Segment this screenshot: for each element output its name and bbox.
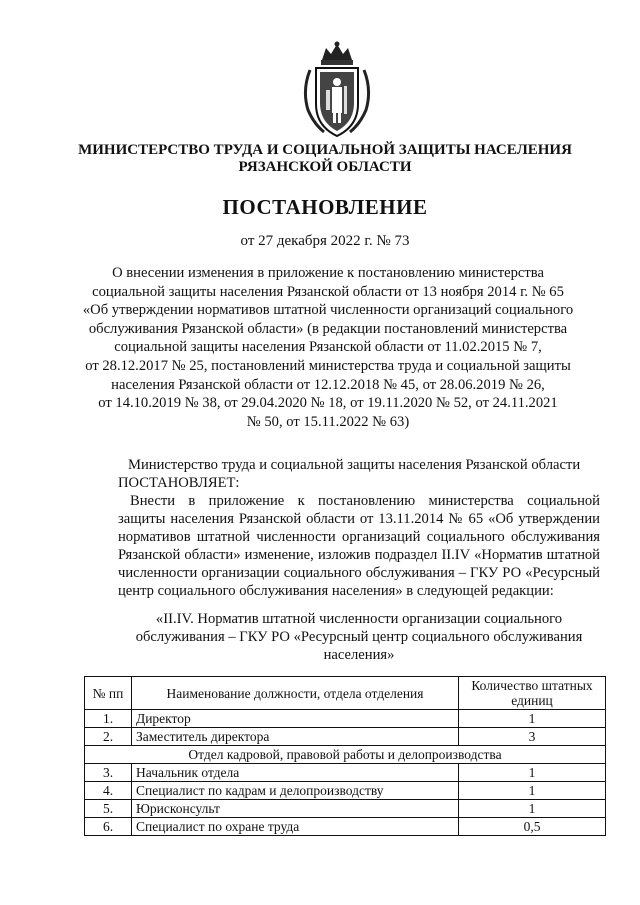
table-row bbox=[85, 800, 606, 818]
section-title-line: «II.IV. Норматив штатной численности организации социального bbox=[155, 611, 563, 627]
section-title bbox=[118, 610, 600, 664]
table-row bbox=[85, 710, 606, 728]
table-row bbox=[85, 818, 606, 836]
resolution-paragraph bbox=[118, 492, 600, 600]
row-quantity: 1 bbox=[459, 764, 606, 782]
subject-line: № 50, от 15.11.2022 № 63) bbox=[246, 413, 410, 430]
row-position: Специалист по кадрам и делопроизводству bbox=[132, 782, 459, 800]
table-row bbox=[85, 728, 606, 746]
document-type-title: ПОСТАНОВЛЕНИЕ bbox=[222, 195, 428, 219]
row-number: 1. bbox=[85, 710, 132, 728]
table-row bbox=[85, 782, 606, 800]
ministry-name-line2: РЯЗАНСКОЙ ОБЛАСТИ bbox=[238, 159, 412, 175]
table-dept-row bbox=[85, 746, 606, 764]
paragraph-line: нормативов штатной численности организаций социального обслуживания bbox=[118, 529, 600, 545]
paragraph-line: центр социального обслуживания населения» в следующей редакции: bbox=[118, 583, 554, 599]
row-position: Юрисконсульт bbox=[132, 800, 459, 818]
row-number: 5. bbox=[85, 800, 132, 818]
paragraph-line: Внести в приложение к постановлению министерства социальной bbox=[130, 493, 600, 509]
coat-of-arms-emblem bbox=[300, 40, 374, 142]
row-quantity: 3 bbox=[459, 728, 606, 746]
ministry-name-line1: МИНИСТЕРСТВО ТРУДА И СОЦИАЛЬНОЙ ЗАЩИТЫ НАСЕЛЕНИЯ bbox=[78, 142, 572, 158]
column-header-position: Наименование должности, отдела отделения bbox=[132, 677, 459, 710]
subject-line: «Об утверждении нормативов штатной численности организаций социального bbox=[82, 302, 574, 319]
resolves-heading: ПОСТАНОВЛЯЕТ: bbox=[118, 475, 240, 491]
document-subject bbox=[80, 264, 576, 431]
row-number: 6. bbox=[85, 818, 132, 836]
subject-line: О внесении изменения в приложение к постановлению министерства bbox=[112, 265, 544, 281]
subject-line: обслуживания Рязанской области» (в редакции постановлений министерства bbox=[88, 320, 568, 337]
subject-line: социальной защиты населения Рязанской области от 11.02.2015 № 7, bbox=[114, 339, 542, 356]
table-header-row bbox=[85, 677, 606, 710]
row-position: Заместитель директора bbox=[132, 728, 459, 746]
row-number: 3. bbox=[85, 764, 132, 782]
subject-line: от 14.10.2019 № 38, от 29.04.2020 № 18, от 19.11.2020 № 52, от 24.11.2021 bbox=[98, 395, 558, 412]
document-date-number: от 27 декабря 2022 г. № 73 bbox=[240, 233, 410, 249]
row-number: 4. bbox=[85, 782, 132, 800]
subject-line: социальной защиты населения Рязанской области от 13 ноября 2014 г. № 65 bbox=[92, 283, 564, 300]
preamble-text: Министерство труда и социальной защиты населения Рязанской области bbox=[128, 457, 581, 473]
row-position: Директор bbox=[132, 710, 459, 728]
paragraph-line: Рязанской области» изменение, изложив подраздел II.IV «Норматив штатной bbox=[118, 547, 600, 563]
row-quantity: 1 bbox=[459, 710, 606, 728]
row-quantity: 1 bbox=[459, 800, 606, 818]
column-header-number: № пп bbox=[85, 677, 132, 710]
paragraph-line: защиты населения Рязанской области от 13.11.2014 № 65 «Об утверждении bbox=[118, 511, 600, 527]
paragraph-line: численности организации социального обслуживания – ГКУ РО «Ресурсный bbox=[118, 565, 600, 581]
row-position: Специалист по охране труда bbox=[132, 818, 459, 836]
row-position: Начальник отдела bbox=[132, 764, 459, 782]
section-title-line: обслуживания – ГКУ РО «Ресурсный центр социального обслуживания bbox=[135, 629, 583, 645]
subject-line: населения Рязанской области от 12.12.2018 № 45, от 28.06.2019 № 26, bbox=[111, 376, 545, 393]
staff-table bbox=[84, 676, 606, 836]
row-quantity: 0,5 bbox=[459, 818, 606, 836]
subject-line: от 28.12.2017 № 25, постановлений министерства труда и социальной защиты bbox=[85, 357, 571, 374]
row-number: 2. bbox=[85, 728, 132, 746]
department-heading: Отдел кадровой, правовой работы и делопроизводства bbox=[85, 746, 606, 764]
column-header-quantity: Количество штатных единиц bbox=[459, 677, 606, 710]
table-row bbox=[85, 764, 606, 782]
row-quantity: 1 bbox=[459, 782, 606, 800]
section-title-line: населения» bbox=[323, 647, 395, 663]
